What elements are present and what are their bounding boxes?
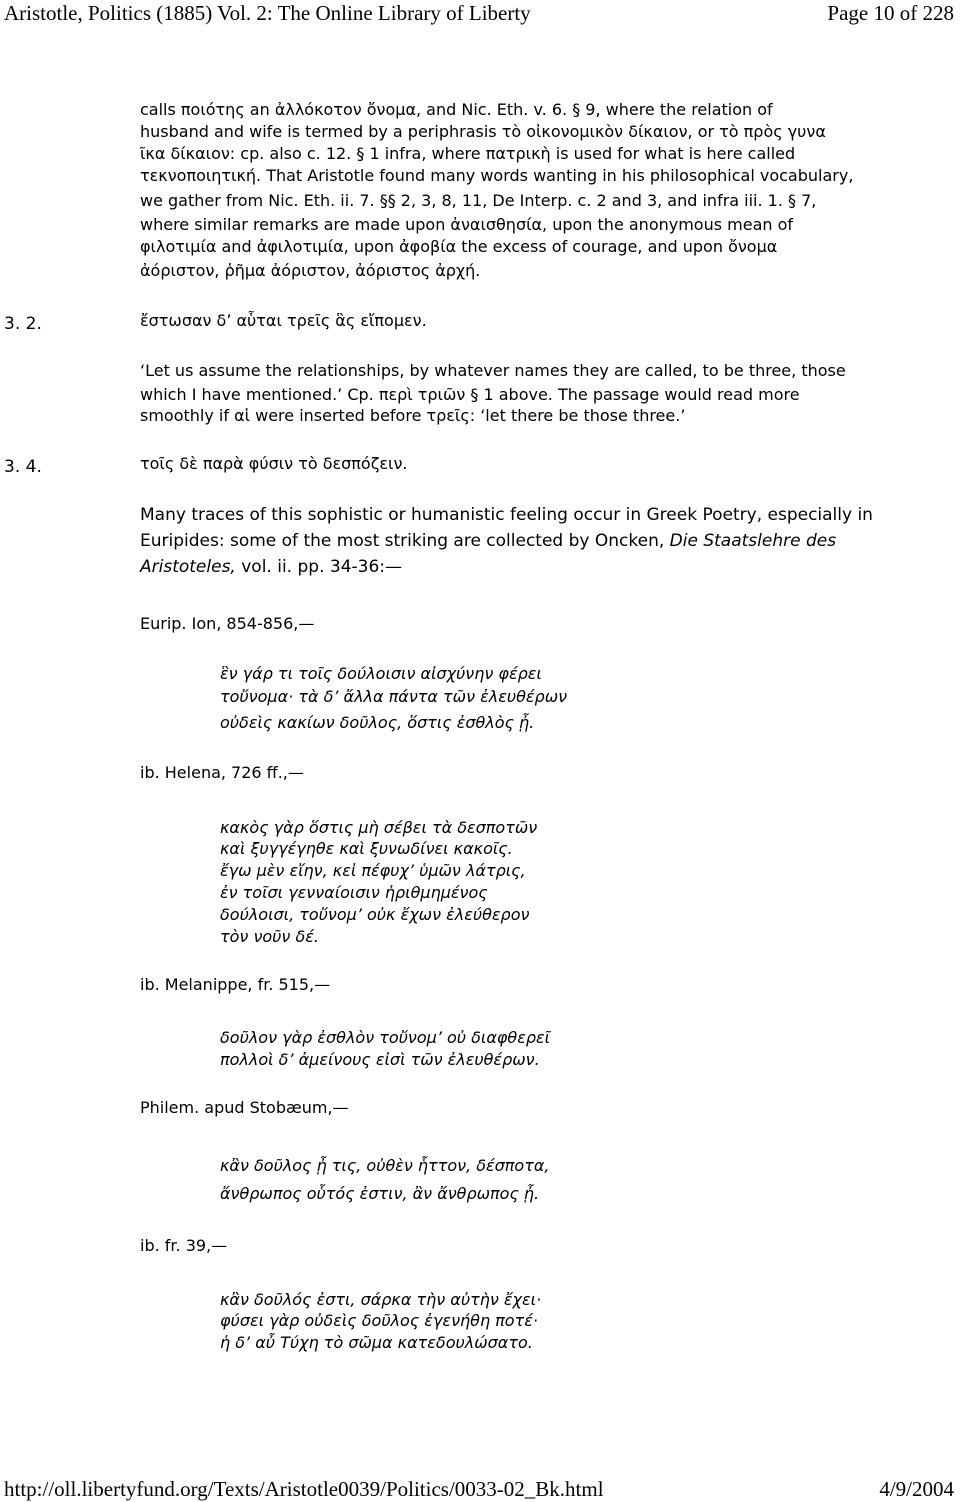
verse-line: ἐν τοῖσι γενναίοισιν ἠριθμημένος — [220, 883, 488, 902]
verse-line: τοὔνομα· τὰ δ’ ἄλλα πάντα τῶν ἐλευθέρων — [220, 687, 568, 706]
quote-reference: ib. Helena, 726 ff.,— — [140, 763, 304, 782]
book-title: Die Staatslehre des — [669, 531, 837, 551]
verse-line: ἔγω μὲν εἴην, κεἰ πέφυχ’ ὑμῶν λάτρις, — [220, 861, 526, 880]
text-line: which I have mentioned.’ Cp. περὶ τριῶν § 1 above. The passage would read more — [140, 385, 800, 404]
text-line: Aristoteles, vol. ii. pp. 34-36:— — [140, 557, 403, 577]
verse-line: φύσει γὰρ οὐδεὶς δοῦλος ἐγενήθη ποτέ· — [220, 1311, 538, 1330]
quote-reference: ib. Melanippe, fr. 515,— — [140, 975, 331, 994]
text-line: ἀόριστον, ῥῆμα ἀόριστον, ἀόριστος ἀρχή. — [140, 261, 481, 280]
verse-line: ἡ δ’ αὖ Τύχη τὸ σῶμα κατεδουλώσατο. — [220, 1333, 533, 1352]
text-line: we gather from Nic. Eth. ii. 7. §§ 2, 3, 8, 11, De Interp. c. 2 and 3, and infra iii. 1. § 7, — [140, 191, 817, 210]
greek-lemma: ἔστωσαν δ’ αὗται τρεῖς ἃς εἴπομεν. — [140, 311, 427, 330]
verse-line: κἂν δοῦλός ἐστι, σάρκα τὴν αὐτὴν ἔχει· — [220, 1290, 542, 1309]
quote-reference: Philem. apud Stobæum,— — [140, 1098, 349, 1117]
verse-line: οὐδεὶς κακίων δοῦλος, ὅστις ἐσθλὸς ᾖ. — [220, 713, 535, 732]
book-title: Aristoteles, — [140, 557, 236, 577]
text-line: ‘Let us assume the relationships, by whatever names they are called, to be three, those — [140, 361, 846, 380]
section-number: 3. 2. — [4, 314, 42, 334]
text-line: ῖκα δίκαιον: cp. also c. 12. § 1 infra, where πατρικὴ is used for what is here called — [140, 144, 796, 163]
greek-lemma: τοῖς δὲ παρὰ φύσιν τὸ δεσπόζειν. — [140, 454, 408, 473]
page-header — [0, 0, 960, 26]
text-line: smoothly if αἱ were inserted before τρεῖς: ‘let there be those three.’ — [140, 406, 686, 425]
verse-line: ἄνθρωπος οὗτός ἐστιν, ἂν ἄνθρωπος ᾖ. — [220, 1184, 540, 1203]
text-line: Euripides: some of the most striking are collected by Oncken, Die Staatslehre des — [140, 531, 837, 551]
text-line: where similar remarks are made upon ἀναισθησία, upon the anonymous mean of — [140, 215, 794, 234]
text-line: husband and wife is termed by a periphrasis τὸ οἰκονομικὸν δίκαιον, or τὸ πρὸς γυνα — [140, 122, 826, 141]
document-title: Aristotle, Politics (1885) Vol. 2: The Online Library of Liberty — [4, 1, 531, 25]
text-line: φιλοτιμία and ἀφιλοτιμία, upon ἀφοβία the excess of courage, and upon ὄνομα — [140, 237, 778, 256]
text-line: Many traces of this sophistic or humanistic feeling occur in Greek Poetry, especially in — [140, 505, 873, 525]
text-line: τεκνοποιητική. That Aristotle found many words wanting in his philosophical vocabulary, — [140, 166, 854, 185]
verse-line: δούλοισι, τοὔνομ’ οὐκ ἔχων ἐλεύθερον — [220, 905, 530, 924]
verse-line: καὶ ξυγγέγηθε καὶ ξυνωδίνει κακοῖς. — [220, 839, 513, 858]
verse-line: κακὸς γὰρ ὅστις μὴ σέβει τὰ δεσποτῶν — [220, 818, 538, 837]
quote-reference: ib. fr. 39,— — [140, 1236, 228, 1255]
verse-line: τὸν νοῦν δέ. — [220, 927, 319, 946]
verse-line: κἂν δοῦλος ᾖ τις, οὐθὲν ἧττον, δέσποτα, — [220, 1156, 550, 1175]
section-number: 3. 4. — [4, 457, 42, 477]
verse-line: δοῦλον γὰρ ἐσθλὸν τοὔνομ’ οὐ διαφθερεῖ — [220, 1028, 551, 1047]
page-footer — [0, 1476, 960, 1502]
source-url: http://oll.libertyfund.org/Texts/Aristotle0039/Politics/0033-02_Bk.html — [4, 1477, 604, 1501]
verse-line: πολλοὶ δ’ ἀμείνους εἰσὶ τῶν ἐλευθέρων. — [220, 1050, 540, 1069]
quote-reference: Eurip. Ion, 854-856,— — [140, 614, 315, 633]
verse-line: ἓν γάρ τι τοῖς δούλοισιν αἰσχύνην φέρει — [220, 664, 542, 683]
print-date: 4/9/2004 — [879, 1477, 954, 1501]
page-number: Page 10 of 228 — [827, 1, 954, 25]
text-line: calls ποιότης an ἀλλόκοτον ὄνομα, and Nic. Eth. v. 6. § 9, where the relation of — [140, 100, 773, 119]
